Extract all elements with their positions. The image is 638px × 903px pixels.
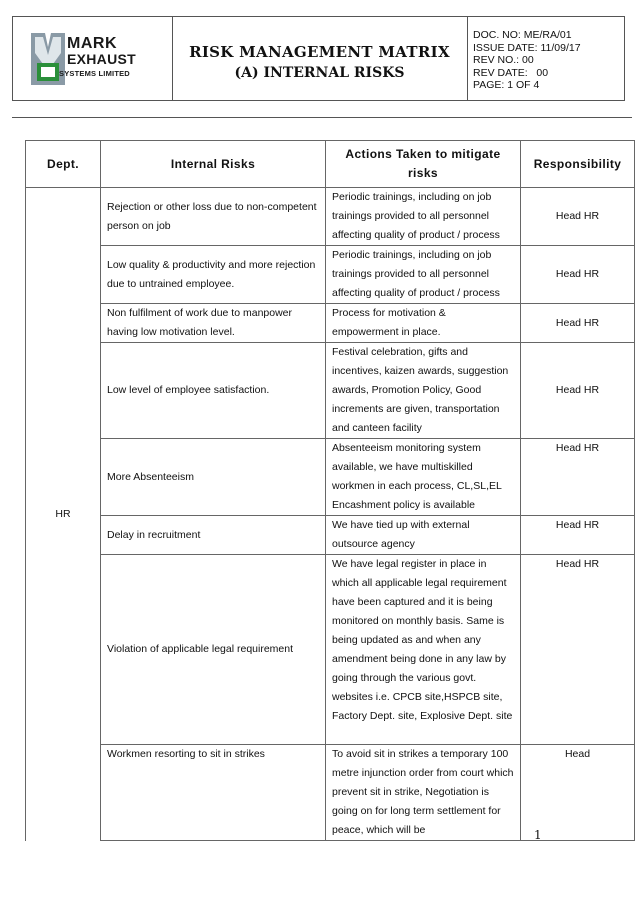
table-row: [26, 188, 635, 246]
risk-cell: Workmen resorting to sit in strikes: [101, 745, 326, 841]
page-info: PAGE: 1 OF 4: [473, 79, 540, 91]
action-cell: To avoid sit in strikes a temporary 100 metre injunction order from court which prevent sit in strike, Negotiation is going on for long term settlement for peace, which will be: [326, 745, 521, 841]
risk-matrix-table: [25, 140, 635, 841]
risk-cell: Low level of employee satisfaction.: [101, 343, 326, 439]
responsibility-cell: Head HR: [521, 246, 635, 304]
risk-cell: Non fulfilment of work due to manpower having low motivation level.: [101, 304, 326, 343]
table-row: [26, 516, 635, 555]
logo-text-systems: SYSTEMS LIMITED: [59, 69, 130, 78]
document-meta: [473, 29, 581, 92]
action-cell: We have tied up with external outsource agency: [326, 516, 521, 555]
document-header: [12, 16, 625, 101]
risk-cell: Low quality & productivity and more rejection due to untrained employee.: [101, 246, 326, 304]
col-header-risks: Internal Risks: [101, 141, 326, 188]
document-title: [172, 17, 468, 100]
responsibility-cell: Head HR: [521, 188, 635, 246]
col-header-responsibility: Responsibility: [521, 141, 635, 188]
dept-cell: HR: [26, 188, 101, 841]
company-logo: [13, 17, 173, 100]
table-row: [26, 555, 635, 745]
title-main: RISK MANAGEMENT MATRIX: [189, 43, 450, 61]
logo-text-mark: MARK: [67, 35, 117, 52]
action-cell: Periodic trainings, including on job trainings provided to all personnel affecting quality of product / process: [326, 246, 521, 304]
page-number: 1: [534, 828, 542, 842]
rev-number: REV NO.: 00: [473, 54, 534, 66]
doc-number: DOC. NO: ME/RA/01: [473, 29, 572, 41]
action-cell: We have legal register in place in which all applicable legal requirement have been captured and it is being monitored on monthly basis. Same is being updated as and when any amendment being done in any law by going through the various govt. websites i.e. CPCB site,HSPCB site, Factory Dept. site, Explosive Dept. site: [326, 555, 521, 745]
rev-date: REV DATE: 00: [473, 66, 549, 79]
table-row: [26, 304, 635, 343]
responsibility-cell: Head HR: [521, 555, 635, 745]
risk-cell: Rejection or other loss due to non-competent person on job: [101, 188, 326, 246]
table-header-row: [26, 141, 635, 188]
responsibility-cell: Head HR: [521, 343, 635, 439]
action-cell: Process for motivation & empowerment in place.: [326, 304, 521, 343]
responsibility-cell: Head HR: [521, 516, 635, 555]
table-row: [26, 246, 635, 304]
risk-cell: Delay in recruitment: [101, 516, 326, 555]
action-cell: Absenteeism monitoring system available, we have multiskilled workmen in each process, CL,SL,EL Encashment policy is available: [326, 439, 521, 516]
table-row: [26, 439, 635, 516]
responsibility-cell: Head: [521, 745, 635, 841]
title-sub: (A) INTERNAL RISKS: [234, 65, 405, 81]
logo-text-exhaust: EXHAUST: [67, 51, 136, 67]
responsibility-cell: Head HR: [521, 439, 635, 516]
header-divider: [12, 117, 632, 118]
col-header-actions: Actions Taken to mitigate risks: [326, 141, 521, 188]
issue-date: ISSUE DATE: 11/09/17: [473, 41, 581, 54]
risk-cell: More Absenteeism: [101, 439, 326, 516]
risk-cell: Violation of applicable legal requirement: [101, 555, 326, 745]
action-cell: Festival celebration, gifts and incentives, kaizen awards, suggestion awards, Promotion Policy, Good increments are given, transportation and canteen facility: [326, 343, 521, 439]
table-row: [26, 343, 635, 439]
table-row: [26, 745, 635, 841]
action-cell: Periodic trainings, including on job trainings provided to all personnel affecting quality of product / process: [326, 188, 521, 246]
col-header-dept: Dept.: [26, 141, 101, 188]
responsibility-cell: Head HR: [521, 304, 635, 343]
